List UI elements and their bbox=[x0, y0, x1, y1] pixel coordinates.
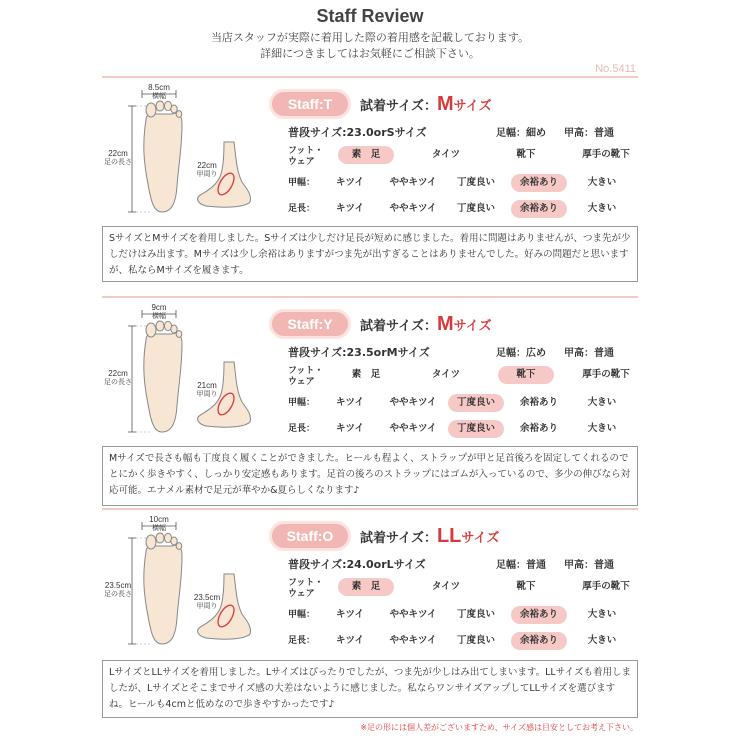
footwear-option: 厚手の靴下 bbox=[582, 369, 630, 380]
length-option: キツイ bbox=[335, 423, 365, 434]
instep-round-dimension: 21cm 甲周り bbox=[196, 381, 218, 398]
footwear-row-label: フット・ウェア bbox=[288, 146, 324, 167]
review-comment: LサイズとLLサイズを着用しました。Lサイズはぴったりでしたが、つま先が少しはみ出てしまいます。LLサイズも着用しましたが、Lサイズとそこまでサイズ感の大差はないように感じました。私ならワンサイズアップしてLLサイズを選びますね。ヒールも4cmと低めなので歩きやすかったです♪ bbox=[102, 660, 638, 718]
instep-option: キツイ bbox=[335, 397, 365, 408]
footwear-option: タイツ bbox=[431, 581, 461, 592]
try-size: 試着サイズ：Mサイズ bbox=[360, 93, 492, 115]
footwear-option: タイツ bbox=[431, 149, 461, 160]
instep-row-label: 甲幅： bbox=[288, 178, 316, 188]
product-number: No.5411 bbox=[595, 63, 636, 75]
footwear-option: 靴下 bbox=[498, 366, 554, 384]
foot-width-attribute: 足幅：広め bbox=[496, 348, 546, 359]
staff-section bbox=[102, 84, 638, 294]
instep-option: 大きい bbox=[587, 177, 617, 188]
top-divider bbox=[102, 76, 638, 78]
length-row-label: 足長： bbox=[288, 424, 316, 434]
subtitle-line-2: 詳細につきましてはお気軽にご相談下さい。 bbox=[260, 47, 480, 60]
instep-option: ややキツイ bbox=[389, 397, 437, 408]
instep-option: 余裕あり bbox=[511, 174, 567, 192]
section-divider bbox=[102, 508, 638, 510]
usual-size: 普段サイズ:24.0orLサイズ bbox=[288, 558, 426, 571]
length-option: 丁度良い bbox=[456, 635, 495, 646]
length-option: 余裕あり bbox=[511, 632, 567, 650]
section-divider bbox=[102, 296, 638, 298]
foot-width-dimension: 9cm 横幅 bbox=[151, 303, 167, 320]
foot-width-attribute: 足幅：細め bbox=[496, 128, 546, 139]
length-option: ややキツイ bbox=[389, 635, 437, 646]
foot-width-dimension: 8.5cm 横幅 bbox=[148, 83, 170, 100]
staff-section bbox=[102, 304, 638, 514]
foot-width-attribute: 足幅：普通 bbox=[496, 560, 546, 571]
instep-round-dimension: 22cm 甲周り bbox=[196, 161, 218, 178]
length-option: ややキツイ bbox=[389, 423, 437, 434]
usual-size: 普段サイズ:23.5orMサイズ bbox=[288, 346, 430, 359]
footwear-row-label: フット・ウェア bbox=[288, 366, 324, 387]
length-option: 余裕あり bbox=[511, 200, 567, 218]
instep-option: ややキツイ bbox=[389, 177, 437, 188]
review-comment: Mサイズで長さも幅も丁度良く履くことができました。ヒールも程よく、ストラップが甲と足首後ろを固定してくれるのでとにかく歩きやすく、しっかり安定感もあります。足首の後ろのストラップにはゴムが入っているので、多少の伸びなら対応可能。エナメル素材で足元が華やか&夏らしくなります♪ bbox=[102, 446, 638, 506]
instep-height-attribute: 甲高：普通 bbox=[564, 128, 614, 139]
instep-option: 余裕あり bbox=[519, 397, 558, 408]
instep-height-attribute: 甲高：普通 bbox=[564, 348, 614, 359]
try-size: 試着サイズ：LLサイズ bbox=[360, 525, 500, 547]
footwear-option: 素 足 bbox=[338, 578, 394, 596]
instep-option: 丁度良い bbox=[448, 394, 504, 412]
usual-size: 普段サイズ:23.0orSサイズ bbox=[288, 126, 427, 139]
footwear-row-label: フット・ウェア bbox=[288, 578, 324, 599]
instep-height-attribute: 甲高：普通 bbox=[564, 560, 614, 571]
footwear-option: 素 足 bbox=[351, 369, 381, 380]
length-option: 大きい bbox=[587, 635, 617, 646]
staff-section bbox=[102, 516, 638, 726]
foot-illustration bbox=[102, 516, 272, 656]
foot-illustration bbox=[102, 304, 272, 444]
length-option: 大きい bbox=[587, 203, 617, 214]
instep-option: 大きい bbox=[587, 609, 617, 620]
staff-badge: Staff:Y bbox=[272, 312, 348, 336]
length-option: 大きい bbox=[587, 423, 617, 434]
length-option: ややキツイ bbox=[389, 203, 437, 214]
foot-length-dimension: 22cm 足の長さ bbox=[104, 149, 132, 166]
length-option: 余裕あり bbox=[519, 423, 558, 434]
staff-badge: Staff:O bbox=[272, 524, 348, 548]
length-option: キツイ bbox=[335, 635, 365, 646]
instep-row-label: 甲幅： bbox=[288, 610, 316, 620]
footwear-option: 厚手の靴下 bbox=[582, 149, 630, 160]
foot-length-dimension: 22cm 足の長さ bbox=[104, 369, 132, 386]
foot-length-dimension: 23.5cm 足の長さ bbox=[104, 581, 132, 598]
staff-badge: Staff:T bbox=[272, 92, 348, 116]
footwear-option: タイツ bbox=[431, 369, 461, 380]
foot-illustration bbox=[102, 84, 272, 224]
foot-width-dimension: 10cm 横幅 bbox=[149, 515, 169, 532]
review-comment: SサイズとMサイズを着用しました。Sサイズは少しだけ足長が短めに感じました。着用に問題はありませんが、つま先が少しだけはみ出ます。Mサイズは少し余裕はありますがつま先が出すぎることはありませんでした。好みの問題だと思いますが、私ならMサイズを履きます。 bbox=[102, 226, 638, 282]
length-option: 丁度良い bbox=[456, 203, 495, 214]
footwear-option: 素 足 bbox=[338, 146, 394, 164]
try-size: 試着サイズ：Mサイズ bbox=[360, 313, 492, 335]
instep-option: 丁度良い bbox=[456, 609, 495, 620]
instep-option: ややキツイ bbox=[389, 609, 437, 620]
instep-option: 丁度良い bbox=[456, 177, 495, 188]
instep-option: キツイ bbox=[335, 609, 365, 620]
footwear-option: 靴下 bbox=[516, 581, 536, 592]
instep-option: キツイ bbox=[335, 177, 365, 188]
length-option: キツイ bbox=[335, 203, 365, 214]
length-option: 丁度良い bbox=[448, 420, 504, 438]
footwear-option: 靴下 bbox=[516, 149, 536, 160]
instep-round-dimension: 23.5cm 甲周り bbox=[193, 593, 221, 610]
subtitle-line-1: 当店スタッフが実際に着用した際の着用感を記載しております。 bbox=[210, 31, 530, 44]
page-subtitle bbox=[0, 30, 740, 62]
instep-row-label: 甲幅： bbox=[288, 398, 316, 408]
instep-option: 大きい bbox=[587, 397, 617, 408]
length-row-label: 足長： bbox=[288, 636, 316, 646]
page-title: Staff Review bbox=[316, 6, 424, 26]
footwear-option: 厚手の靴下 bbox=[582, 581, 630, 592]
instep-option: 余裕あり bbox=[511, 606, 567, 624]
footnote: ※足の形には個人差がございますため、サイズ感は目安としてお考え下さい。 bbox=[360, 723, 638, 732]
length-row-label: 足長： bbox=[288, 204, 316, 214]
